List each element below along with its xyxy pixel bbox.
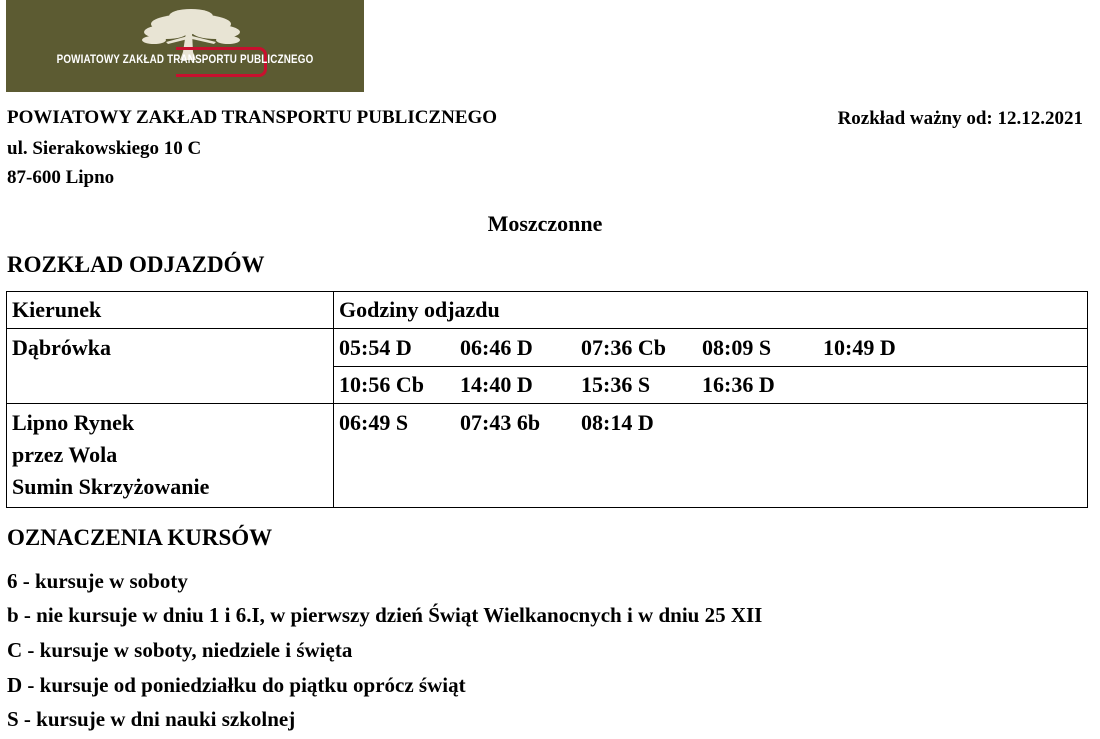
departure-time: 07:43 6b (460, 410, 541, 435)
direction-header: Kierunek (7, 292, 334, 328)
table-header-row (7, 292, 1087, 328)
departure-time: 06:46 D (460, 334, 533, 360)
times-header: Godziny odjazdu (339, 297, 500, 322)
legend-item: 6 - kursuje w soboty (7, 569, 188, 593)
org-street: ul. Sierakowskiego 10 C (7, 138, 202, 159)
departure-time: 05:54 D (339, 334, 412, 360)
legend-item: D - kursuje od poniedziałku do piątku oprócz świąt (7, 673, 466, 697)
times-line (334, 366, 1087, 403)
departure-time: 10:56 Cb (339, 372, 424, 397)
company-logo (6, 0, 364, 92)
times-cell (334, 404, 1087, 507)
table-row (7, 403, 1087, 507)
direction-line: Lipno Rynek (12, 410, 135, 435)
departure-time: 16:36 D (702, 372, 775, 397)
departure-time: 06:49 S (339, 410, 409, 435)
legend-item: C - kursuje w soboty, niedziele i święta (7, 638, 353, 662)
times-cell (334, 329, 1087, 403)
table-row (7, 328, 1087, 403)
departure-time: 08:14 D (581, 410, 654, 435)
direction-cell (7, 404, 334, 507)
direction-line: przez Wola (12, 442, 118, 467)
departure-time: 10:49 D (823, 334, 896, 360)
logo-text: POWIATOWY ZAKŁAD TRANSPORTU PUBLICZNEGO (56, 52, 314, 66)
schedule-title: ROZKŁAD ODJAZDÓW (7, 252, 265, 277)
times-line (334, 329, 1087, 366)
departure-time: 14:40 D (460, 372, 533, 397)
legend-item: b - nie kursuje w dniu 1 i 6.I, w pierwszy dzień Świąt Wielkanocnych i w dniu 25 XII (7, 603, 763, 627)
direction-line: Dąbrówka (12, 335, 112, 360)
departure-time: 08:09 S (702, 334, 772, 360)
org-name: POWIATOWY ZAKŁAD TRANSPORTU PUBLICZNEGO (7, 107, 498, 128)
direction-cell (7, 329, 334, 403)
legend-item: S - kursuje w dni nauki szkolnej (7, 707, 296, 731)
legend-title: OZNACZENIA KURSÓW (7, 525, 273, 550)
direction-line: Sumin Skrzyżowanie (12, 474, 210, 499)
departure-time: 07:36 Cb (581, 334, 666, 360)
stop-name: Moszczonne (487, 211, 603, 236)
valid-from: Rozkład ważny od: 12.12.2021 (837, 108, 1083, 129)
departure-time: 15:36 S (581, 372, 651, 397)
timetable (6, 291, 1088, 508)
org-city: 87-600 Lipno (7, 167, 115, 188)
